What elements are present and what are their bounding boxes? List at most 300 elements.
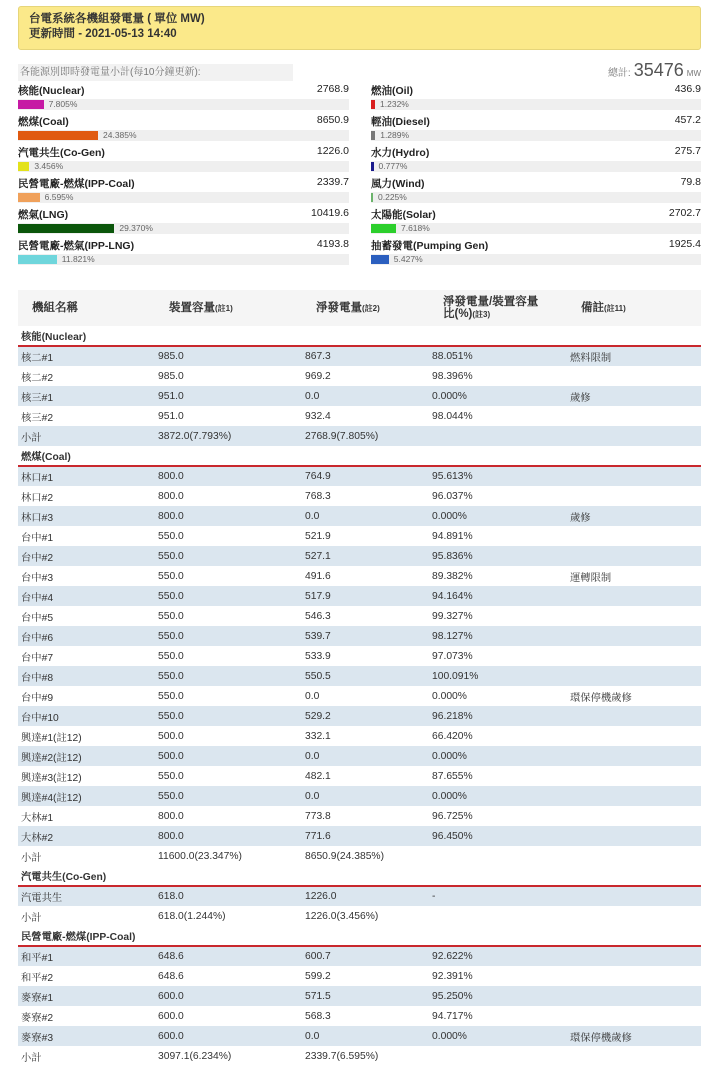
capacity-cell: 550.0	[155, 706, 302, 726]
source-share-pct: 0.225%	[378, 192, 407, 202]
source-name: 核能(Nuclear)	[18, 85, 85, 97]
ratio-cell: 0.000%	[429, 686, 567, 706]
source-header	[371, 238, 701, 252]
ratio-cell: 96.725%	[429, 806, 567, 826]
net-generation-cell: 546.3	[302, 606, 429, 626]
source-share-pct: 0.777%	[378, 161, 408, 171]
source-header	[371, 83, 701, 97]
source-right-5	[371, 238, 701, 268]
source-value: 1226.0	[316, 145, 349, 157]
ratio-cell: 0.000%	[429, 386, 567, 406]
source-value: 4193.8	[316, 238, 349, 250]
remark-cell	[567, 966, 701, 986]
table-row	[18, 606, 701, 626]
remark-cell	[567, 986, 701, 1006]
source-share-track	[371, 161, 701, 172]
remark-cell	[567, 806, 701, 826]
capacity-cell: 3872.0(7.793%)	[155, 426, 302, 446]
col-remark	[567, 290, 701, 326]
unit-name-cell: 大林#2	[18, 826, 155, 846]
remark-cell	[567, 726, 701, 746]
capacity-cell: 800.0	[155, 826, 302, 846]
col-capacity-note: (註1)	[215, 303, 233, 313]
source-share-bar	[371, 100, 375, 109]
source-value: 79.8	[680, 176, 701, 188]
source-header	[18, 238, 349, 252]
group-name: 核能(Nuclear)	[18, 326, 701, 346]
ratio-cell: 87.655%	[429, 766, 567, 786]
capacity-cell: 550.0	[155, 786, 302, 806]
remark-cell: 歲修	[567, 386, 701, 406]
source-share-track	[18, 130, 349, 141]
col-unit-name	[18, 290, 155, 326]
table-row	[18, 346, 701, 366]
capacity-cell: 550.0	[155, 666, 302, 686]
remark-cell	[567, 1006, 701, 1026]
ratio-cell: 95.250%	[429, 986, 567, 1006]
capacity-cell: 600.0	[155, 986, 302, 1006]
ratio-cell: 94.891%	[429, 526, 567, 546]
source-share-bar	[18, 255, 57, 264]
capacity-cell: 550.0	[155, 586, 302, 606]
ratio-cell: 96.218%	[429, 706, 567, 726]
source-share-track	[18, 99, 349, 110]
source-value: 10419.6	[311, 207, 349, 219]
group-name: 汽電共生(Co-Gen)	[18, 866, 701, 886]
source-name: 風力(Wind)	[371, 178, 425, 190]
unit-name-cell: 台中#1	[18, 526, 155, 546]
remark-cell	[567, 946, 701, 966]
remark-cell	[567, 766, 701, 786]
remark-cell	[567, 646, 701, 666]
source-share-pct: 11.821%	[61, 254, 95, 264]
remark-cell	[567, 1046, 701, 1066]
unit-name-cell: 和平#1	[18, 946, 155, 966]
net-generation-cell: 771.6	[302, 826, 429, 846]
net-generation-cell: 539.7	[302, 626, 429, 646]
unit-name-cell: 麥寮#1	[18, 986, 155, 1006]
table-row	[18, 766, 701, 786]
unit-name-cell: 興達#4(註12)	[18, 786, 155, 806]
source-value: 2702.7	[668, 207, 701, 219]
remark-cell	[567, 586, 701, 606]
source-share-bar	[18, 162, 29, 171]
remark-cell	[567, 406, 701, 426]
source-share-track	[18, 223, 349, 234]
net-generation-cell: 2768.9(7.805%)	[302, 426, 429, 446]
ratio-cell: 92.391%	[429, 966, 567, 986]
remark-cell	[567, 426, 701, 446]
page-title: 台電系統各機組發電量 ( 單位 MW)	[29, 13, 205, 25]
net-generation-cell: 932.4	[302, 406, 429, 426]
source-share-bar	[18, 100, 44, 109]
ratio-cell: 97.073%	[429, 646, 567, 666]
ratio-cell: 100.091%	[429, 666, 567, 686]
net-generation-cell: 332.1	[302, 726, 429, 746]
ratio-cell: 0.000%	[429, 746, 567, 766]
source-share-pct: 1.232%	[380, 99, 409, 109]
table-row	[18, 646, 701, 666]
source-share-pct: 29.370%	[119, 223, 153, 233]
capacity-cell: 951.0	[155, 386, 302, 406]
subtotal-row	[18, 846, 701, 866]
table-row	[18, 526, 701, 546]
source-value: 275.7	[674, 145, 701, 157]
col-remark-label: 備註	[581, 301, 604, 314]
remark-cell	[567, 846, 701, 866]
unit-name-cell: 林口#3	[18, 506, 155, 526]
source-share-track	[371, 223, 701, 234]
unit-name-cell: 台中#8	[18, 666, 155, 686]
ratio-cell: 89.382%	[429, 566, 567, 586]
ratio-cell: 66.420%	[429, 726, 567, 746]
source-left-3	[18, 176, 349, 206]
ratio-cell: 95.613%	[429, 466, 567, 486]
source-share-pct: 3.456%	[34, 161, 64, 171]
unit-name-cell: 核三#1	[18, 386, 155, 406]
col-ratio-note: (註3)	[472, 309, 491, 319]
capacity-cell: 550.0	[155, 566, 302, 586]
capacity-cell: 618.0(1.244%)	[155, 906, 302, 926]
table-row	[18, 786, 701, 806]
table-body	[18, 326, 701, 1066]
net-generation-cell: 0.0	[302, 786, 429, 806]
table-row	[18, 566, 701, 586]
remark-cell	[567, 546, 701, 566]
source-left-1	[18, 114, 349, 144]
unit-name-cell: 林口#2	[18, 486, 155, 506]
summary-caption: 各能源別即時發電量小計(每10分鐘更新):	[18, 64, 293, 81]
col-ratio-label2: 比(%)	[443, 307, 473, 320]
ratio-cell	[429, 1046, 567, 1066]
col-ratio-label: 淨發電量/裝置容量	[443, 295, 539, 308]
unit-name-cell: 台中#10	[18, 706, 155, 726]
source-value: 457.2	[674, 114, 701, 126]
source-right-4	[371, 207, 701, 237]
unit-name-cell: 興達#1(註12)	[18, 726, 155, 746]
source-share-pct: 7.618%	[400, 223, 430, 233]
table-row	[18, 506, 701, 526]
ratio-cell: 98.396%	[429, 366, 567, 386]
source-header	[18, 207, 349, 221]
capacity-cell: 550.0	[155, 626, 302, 646]
title-banner	[18, 6, 701, 50]
unit-name-cell: 林口#1	[18, 466, 155, 486]
source-name: 燃煤(Coal)	[18, 116, 69, 128]
ratio-cell: 94.717%	[429, 1006, 567, 1026]
remark-cell	[567, 486, 701, 506]
remark-cell	[567, 786, 701, 806]
update-time: 更新時間 - 2021-05-13 14:40	[29, 28, 177, 40]
source-share-bar	[371, 255, 389, 264]
net-generation-cell: 0.0	[302, 686, 429, 706]
remark-cell	[567, 706, 701, 726]
source-share-track	[371, 254, 701, 265]
col-remark-note: (註11)	[604, 303, 626, 313]
total-value: 35476	[633, 60, 684, 80]
table-row	[18, 886, 701, 906]
source-left-0	[18, 83, 349, 113]
source-name: 太陽能(Solar)	[371, 209, 436, 221]
net-generation-cell: 867.3	[302, 346, 429, 366]
source-share-track	[18, 254, 349, 265]
table-row	[18, 546, 701, 566]
remark-cell	[567, 886, 701, 906]
source-value: 8650.9	[316, 114, 349, 126]
net-generation-cell: 8650.9(24.385%)	[302, 846, 429, 866]
source-share-bar	[371, 162, 374, 171]
source-name: 燃油(Oil)	[371, 85, 413, 97]
net-generation-cell: 2339.7(6.595%)	[302, 1046, 429, 1066]
source-share-pct: 6.595%	[44, 192, 74, 202]
table-row	[18, 586, 701, 606]
source-left-5	[18, 238, 349, 268]
capacity-cell: 500.0	[155, 726, 302, 746]
capacity-cell: 11600.0(23.347%)	[155, 846, 302, 866]
unit-name-cell: 核三#2	[18, 406, 155, 426]
col-ratio	[429, 290, 567, 326]
net-generation-cell: 600.7	[302, 946, 429, 966]
source-share-track	[18, 161, 349, 172]
unit-name-cell: 汽電共生	[18, 886, 155, 906]
net-generation-cell: 969.2	[302, 366, 429, 386]
group-name: 民營電廠-燃煤(IPP-Coal)	[18, 926, 701, 946]
group-header-row	[18, 326, 701, 346]
remark-cell: 燃料限制	[567, 346, 701, 366]
source-value: 2768.9	[316, 83, 349, 95]
source-name: 民營電廠-燃煤(IPP-Coal)	[18, 178, 135, 190]
source-share-track	[371, 192, 701, 203]
unit-name-cell: 和平#2	[18, 966, 155, 986]
ratio-cell: 92.622%	[429, 946, 567, 966]
unit-name-cell: 興達#2(註12)	[18, 746, 155, 766]
unit-name-cell: 台中#7	[18, 646, 155, 666]
unit-name-cell: 麥寮#2	[18, 1006, 155, 1026]
source-share-bar	[371, 193, 373, 202]
source-header	[371, 145, 701, 159]
source-share-pct: 1.289%	[380, 130, 410, 140]
total-unit: MW	[686, 69, 701, 78]
table-row	[18, 946, 701, 966]
table-row	[18, 986, 701, 1006]
capacity-cell: 550.0	[155, 546, 302, 566]
unit-name-cell: 小計	[18, 426, 155, 446]
table-row	[18, 726, 701, 746]
net-generation-cell: 768.3	[302, 486, 429, 506]
source-value: 436.9	[674, 83, 701, 95]
source-share-bar	[18, 193, 40, 202]
ratio-cell: 99.327%	[429, 606, 567, 626]
unit-name-cell: 興達#3(註12)	[18, 766, 155, 786]
capacity-cell: 550.0	[155, 606, 302, 626]
unit-name-cell: 台中#3	[18, 566, 155, 586]
col-unit-label: 機組名稱	[32, 302, 78, 314]
source-header	[371, 176, 701, 190]
unit-name-cell: 台中#5	[18, 606, 155, 626]
ratio-cell: -	[429, 886, 567, 906]
unit-name-cell: 台中#4	[18, 586, 155, 606]
ratio-cell: 0.000%	[429, 1026, 567, 1046]
table-row	[18, 406, 701, 426]
remark-cell: 環保停機歲修	[567, 686, 701, 706]
remark-cell	[567, 626, 701, 646]
group-header-row	[18, 446, 701, 466]
capacity-cell: 985.0	[155, 366, 302, 386]
table-row	[18, 466, 701, 486]
remark-cell	[567, 666, 701, 686]
net-generation-cell: 568.3	[302, 1006, 429, 1026]
source-name: 抽蓄發電(Pumping Gen)	[371, 240, 489, 252]
source-share-bar	[18, 131, 98, 140]
col-capacity-label: 裝置容量	[169, 301, 215, 314]
table-row	[18, 1026, 701, 1046]
net-generation-cell: 0.0	[302, 506, 429, 526]
table-row	[18, 1006, 701, 1026]
unit-name-cell: 小計	[18, 906, 155, 926]
source-header	[18, 83, 349, 97]
net-generation-cell: 533.9	[302, 646, 429, 666]
table-row	[18, 626, 701, 646]
source-left-4	[18, 207, 349, 237]
table-row	[18, 666, 701, 686]
source-right-2	[371, 145, 701, 175]
net-generation-cell: 571.5	[302, 986, 429, 1006]
remark-cell	[567, 526, 701, 546]
remark-cell	[567, 466, 701, 486]
table-row	[18, 686, 701, 706]
ratio-cell: 88.051%	[429, 346, 567, 366]
col-capacity	[155, 290, 302, 326]
remark-cell	[567, 906, 701, 926]
table-row	[18, 386, 701, 406]
net-generation-cell: 0.0	[302, 746, 429, 766]
capacity-cell: 951.0	[155, 406, 302, 426]
remark-cell	[567, 746, 701, 766]
col-net-label: 淨發電量	[316, 301, 362, 314]
capacity-cell: 648.6	[155, 946, 302, 966]
net-generation-cell: 482.1	[302, 766, 429, 786]
unit-name-cell: 小計	[18, 846, 155, 866]
table-row	[18, 806, 701, 826]
table-row	[18, 966, 701, 986]
ratio-cell: 0.000%	[429, 506, 567, 526]
table-row	[18, 366, 701, 386]
source-header	[371, 207, 701, 221]
group-header-row	[18, 866, 701, 886]
generator-table	[18, 290, 701, 1066]
source-header	[18, 176, 349, 190]
net-generation-cell: 1226.0(3.456%)	[302, 906, 429, 926]
ratio-cell: 95.836%	[429, 546, 567, 566]
ratio-cell: 96.450%	[429, 826, 567, 846]
ratio-cell: 98.044%	[429, 406, 567, 426]
remark-cell: 環保停機歲修	[567, 1026, 701, 1046]
source-share-pct: 24.385%	[103, 130, 137, 140]
capacity-cell: 500.0	[155, 746, 302, 766]
source-value: 1925.4	[668, 238, 701, 250]
col-net-note: (註2)	[362, 303, 380, 313]
ratio-cell	[429, 846, 567, 866]
net-generation-cell: 529.2	[302, 706, 429, 726]
capacity-cell: 618.0	[155, 886, 302, 906]
table-row	[18, 746, 701, 766]
source-share-track	[371, 130, 701, 141]
capacity-cell: 550.0	[155, 686, 302, 706]
capacity-cell: 800.0	[155, 806, 302, 826]
capacity-cell: 800.0	[155, 506, 302, 526]
source-right-1	[371, 114, 701, 144]
remark-cell: 歲修	[567, 506, 701, 526]
remark-cell	[567, 826, 701, 846]
capacity-cell: 648.6	[155, 966, 302, 986]
ratio-cell: 96.037%	[429, 486, 567, 506]
source-share-pct: 7.805%	[48, 99, 78, 109]
net-generation-cell: 521.9	[302, 526, 429, 546]
source-right-3	[371, 176, 701, 206]
source-share-track	[371, 99, 701, 110]
net-generation-cell: 0.0	[302, 386, 429, 406]
source-value: 2339.7	[316, 176, 349, 188]
unit-name-cell: 台中#2	[18, 546, 155, 566]
unit-name-cell: 大林#1	[18, 806, 155, 826]
net-generation-cell: 517.9	[302, 586, 429, 606]
source-right-0	[371, 83, 701, 113]
table-row	[18, 706, 701, 726]
group-name: 燃煤(Coal)	[18, 446, 701, 466]
capacity-cell: 800.0	[155, 486, 302, 506]
capacity-cell: 600.0	[155, 1006, 302, 1026]
net-generation-cell: 527.1	[302, 546, 429, 566]
capacity-cell: 600.0	[155, 1026, 302, 1046]
table-header-row	[18, 290, 701, 326]
total-label: 總計:	[607, 68, 631, 79]
source-left-2	[18, 145, 349, 175]
ratio-cell: 98.127%	[429, 626, 567, 646]
net-generation-cell: 491.6	[302, 566, 429, 586]
source-name: 汽電共生(Co-Gen)	[18, 147, 105, 159]
remark-cell	[567, 366, 701, 386]
capacity-cell: 550.0	[155, 526, 302, 546]
source-share-bar	[18, 224, 114, 233]
capacity-cell: 800.0	[155, 466, 302, 486]
capacity-cell: 550.0	[155, 646, 302, 666]
source-name: 民營電廠-燃氣(IPP-LNG)	[18, 240, 135, 252]
source-share-bar	[371, 131, 375, 140]
source-share-bar	[371, 224, 396, 233]
net-generation-cell: 550.5	[302, 666, 429, 686]
capacity-cell: 985.0	[155, 346, 302, 366]
source-name: 燃氣(LNG)	[18, 209, 69, 221]
table-row	[18, 826, 701, 846]
unit-name-cell: 麥寮#3	[18, 1026, 155, 1046]
unit-name-cell: 台中#9	[18, 686, 155, 706]
subtotal-row	[18, 1046, 701, 1066]
net-generation-cell: 773.8	[302, 806, 429, 826]
ratio-cell: 0.000%	[429, 786, 567, 806]
total-generation	[608, 60, 701, 81]
ratio-cell	[429, 906, 567, 926]
source-header	[18, 145, 349, 159]
remark-cell: 運轉限制	[567, 566, 701, 586]
subtotal-row	[18, 906, 701, 926]
group-header-row	[18, 926, 701, 946]
capacity-cell: 3097.1(6.234%)	[155, 1046, 302, 1066]
net-generation-cell: 599.2	[302, 966, 429, 986]
unit-name-cell: 核二#2	[18, 366, 155, 386]
ratio-cell: 94.164%	[429, 586, 567, 606]
table-row	[18, 486, 701, 506]
source-share-pct: 5.427%	[393, 254, 423, 264]
